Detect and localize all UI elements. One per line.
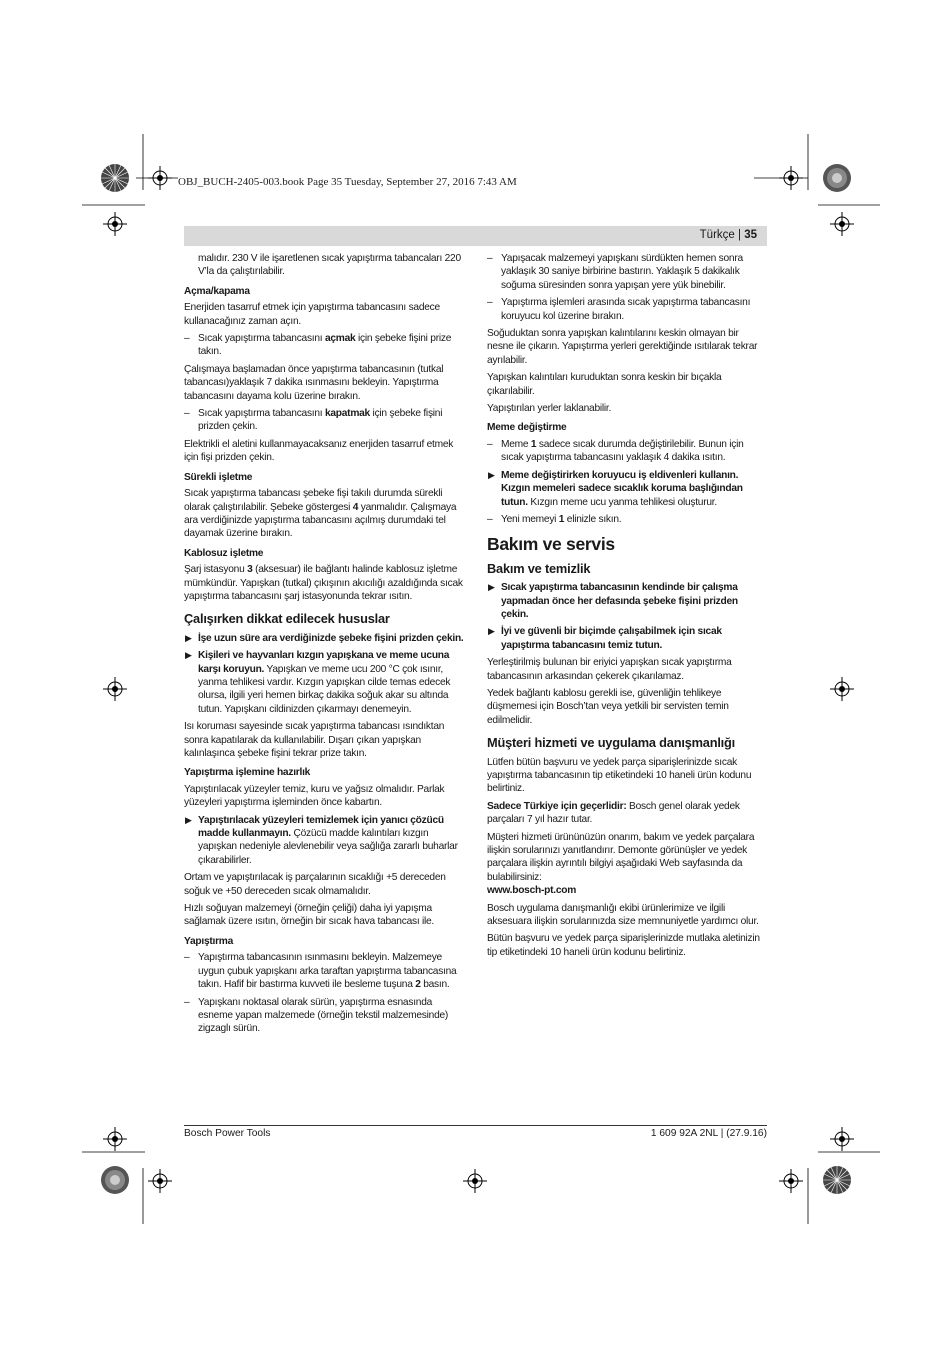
paragraph: Yapışkan kalıntıları kuruduktan sonra keskin bir bıçakla çıkarılabilir. [487, 372, 722, 397]
text: Yeni memeyi [501, 513, 559, 525]
bold-text: 1 [530, 438, 537, 450]
text: Bosch genel olarak yedek parçaları 7 yıl hazır tutar. [487, 800, 740, 826]
warning-item [487, 469, 767, 509]
text: için şebeke fişini prizden çekin. [198, 408, 443, 433]
text: Sıcak yapıştırma tabancasını [198, 408, 325, 420]
footer-brand: Bosch Power Tools [184, 1128, 271, 1139]
text: Sıcak yapıştırma tabancası şebeke fişi takılı durumda sürekli olarak çalıştırılabilir. Şebeke göstergesi [184, 488, 443, 513]
paragraph: Yerleştirilmiş bulunan bir eriyici yapışkan sıcak yapıştırma tabancasının arkasından çekerek çıkarılamaz. [487, 657, 732, 682]
chapter-heading: Bakım ve servis [487, 534, 615, 555]
paragraph: Yapıştırılan yerler laklanabilir. [487, 403, 612, 415]
registration-mark-icon [103, 1127, 127, 1151]
registration-mark-icon [779, 166, 803, 190]
page-header-label [700, 229, 757, 241]
bold-text: kapatmak [324, 408, 370, 420]
registration-mark-icon [103, 677, 127, 701]
list-item: – Yapıştırma işlemleri arasında sıcak yapıştırma tabancasını koruyucu kol üzerine bırakın. [487, 296, 767, 323]
warning-bullet-icon: ▶ [488, 469, 495, 480]
warning-bullet-icon: ▶ [185, 814, 192, 825]
paragraph [184, 487, 464, 541]
paragraph: Enerjiden tasarruf etmek için yapıştırma tabancasını sadece kullanacağınız zaman açın. [184, 302, 440, 327]
bold-text: Yapıştırılacak yüzeyleri temizlemek için yanıcı çözücü madde kullanmayın. [198, 814, 444, 840]
paragraph: Hızlı soğuyan malzemeyi (örneğin çeliği) daha iyi yapışma sağlamak üzere ısıtın, örneğin bir sıcak hava tabancası ile. [184, 903, 435, 928]
paragraph: Yedek bağlantı kablosu gerekli ise, güvenliğin tehlikeye düşmemesi için Bosch’tan veya yetkili bir servisten temin edilmelidir. [487, 687, 729, 726]
registration-mark-icon [148, 166, 172, 190]
text: sadece sıcak durumda değiştirilebilir. Bunun için sıcak yapıştırma tabancasını yaklaşık 4 dakika ısıtın. [501, 438, 744, 464]
list-item: – Yapışacak malzemeyi yapışkanı sürdükten hemen sonra yaklaşık 30 saniye birbirine bastırın. Yaklaşık 5 dakikalık soğuma süresinden sonra yapışan yere yük binebilir. [487, 252, 767, 292]
registration-mark-icon [148, 1169, 172, 1193]
registration-mark-icon [463, 1169, 487, 1193]
paragraph: Bütün başvuru ve yedek parça siparişlerinizde mutlaka aletinizin tip etiketindeki 10 haneli ürün kodunu belirtiniz. [487, 933, 760, 958]
section-heading: Bakım ve temizlik [487, 560, 591, 576]
color-wheel-icon [822, 1165, 852, 1195]
text: yanmalıdır. Çalışmaya ara verdiğinizde yapıştırma tabancasını açılmış durumdaki tel dayamak üzerine bırakın. [184, 501, 457, 540]
text: için şebeke fişini prize takın. [198, 333, 452, 358]
warning-bullet-icon: ▶ [488, 582, 495, 593]
list-item: – Yapışkanı noktasal olarak sürün, yapıştırma esnasında esneme yapan malzemede (örneğin tekstil malzemesinde) zigzaglı sürün. [184, 996, 464, 1036]
registration-mark-icon [830, 212, 854, 236]
text: Kızgın meme ucu yanma tehlikesi oluşturur. [527, 496, 717, 508]
text: basın. [420, 979, 450, 991]
paragraph [487, 800, 767, 827]
warning-bullet-icon: ▶ [488, 626, 495, 637]
warning-item [487, 625, 767, 652]
list-item [184, 332, 464, 359]
bold-text: açmak [324, 333, 356, 345]
bold-text: Meme değiştirirken koruyucu iş eldivenleri kullanın. Kızgın memeleri sadece sıcaklık koruma başlığından tutun. [501, 469, 743, 508]
section-heading: Çalışırken dikkat edilecek hususlar [184, 611, 390, 627]
text: Yapışkan ve meme ucu 200 °C çok ısınır, yanma tehlikesi vardır. Kızgın yapışkan cilde temas edecek olursa, ilgili yeri hemen birkaç dakika soğuk akar su altında tutun. Yapışkanı cildinizden çıkarmayı denemeyin. [198, 663, 451, 715]
color-wheel-icon [100, 1165, 130, 1195]
right-column [487, 252, 767, 963]
text: (aksesuar) ile bağlantı halinde kablosuz işletme mümkündür. Yapışkan (tutkal) çıkışının akıcılığı azaldığında sıcak yapıştırma tabancasını şarj istasyonunda tekrar ısıtın. [184, 564, 463, 602]
footer-doc-number: 1 609 92A 2NL | (27.9.16) [650, 1128, 767, 1139]
warning-item [184, 649, 464, 716]
bold-text: 3 [247, 564, 253, 576]
section-heading: Yapıştırma işlemine hazırlık [184, 767, 311, 779]
paragraph: Soğuduktan sonra yapışkan kalıntılarını keskin olmayan bir nesne ile çıkarın. Yapıştırma yerleri gerektiğinde ısıtılarak tekrar ayrılabilir. [487, 328, 758, 366]
color-wheel-icon [822, 163, 852, 193]
header-language: Türkçe [699, 229, 735, 241]
section-heading: Müşteri hizmeti ve uygulama danışmanlığı [487, 735, 736, 751]
bold-text: İşe uzun süre ara verdiğinizde şebeke fişini prizden çekin. [198, 632, 464, 644]
warning-item [487, 581, 767, 621]
warning-item [184, 814, 464, 868]
bold-text: İyi ve güvenli bir biçimde çalışabilmek için sıcak yapıştırma tabancasını temiz tutun. [501, 626, 722, 651]
paragraph: Isı koruması sayesinde sıcak yapıştırma tabancası ısındıktan sonra kapatılarak da kullanılabilir. Dışarı çıkan yapışkan kalınlaşınca şebeke fişini tekrar prize takın. [184, 721, 445, 759]
section-heading: Yapıştırma [184, 935, 234, 947]
bold-text: Sadece Türkiye için geçerlidir: [487, 800, 627, 812]
text: elinizle sıkın. [564, 513, 622, 525]
page-number: 35 [744, 229, 757, 241]
footer-divider [184, 1125, 767, 1126]
list-item [184, 407, 464, 434]
bold-text: Sıcak yapıştırma tabancasının kendinde bir çalışma yapmadan önce her defasında şebeke fişini prizden çekin. [501, 582, 738, 620]
warning-item [184, 632, 464, 645]
paragraph [184, 563, 464, 603]
text: Meme [501, 438, 531, 450]
color-wheel-icon [100, 163, 130, 193]
text: Sıcak yapıştırma tabancasını [198, 333, 325, 345]
paragraph: Elektrikli el aletini kullanmayacaksanız enerjiden tasarruf etmek için fişi prizden çekin. [184, 438, 454, 464]
website-link[interactable] [487, 884, 767, 897]
paragraph: Bosch uygulama danışmanlığı ekibi ürünlerimize ve ilgili aksesuara ilişkin sorularınızda size memnuniyetle yardımcı olur. [487, 902, 759, 928]
text: Yapıştırma tabancasının ısınmasını bekleyin. Malzemeye uygun çubuk yapışkanı arka taraftan yapıştırma tabancasına takın. Hafif bir bastırma kuvveti ile besleme tuşuna [198, 952, 457, 991]
paragraph: Çalışmaya başlamadan önce yapıştırma tabancasının (tutkal tabancası)yaklaşık 7 dakika ısınmasını bekleyin. Yapıştırma tabancasını dayama kolu üzerine bırakın. [184, 363, 444, 402]
page-header [184, 226, 767, 246]
section-heading: Açma/kapama [184, 285, 250, 297]
paragraph: Ortam ve yapıştırılacak iş parçalarının sıcaklığı +5 dereceden soğuk ve +50 dereceden sıcak olmamalıdır. [184, 872, 446, 897]
left-column [184, 252, 464, 1040]
paragraph: Lütfen bütün başvuru ve yedek parça siparişlerinizde sıcak yapıştırma tabancasının tip etiketindeki 10 haneli ürün kodunu belirtiniz. [487, 756, 752, 795]
list-item [184, 951, 464, 991]
warning-bullet-icon: ▶ [185, 632, 192, 643]
link-text[interactable]: www.bosch-pt.com [487, 885, 577, 897]
registration-mark-icon [103, 212, 127, 236]
bold-text: 1 [558, 513, 565, 525]
header-separator: | [734, 229, 745, 241]
registration-mark-icon [830, 677, 854, 701]
registration-mark-icon [830, 1127, 854, 1151]
paragraph: malıdır. 230 V ile işaretlenen sıcak yapıştırma tabancaları 220 V’la da çalıştırılabilir. [198, 253, 461, 278]
list-item [487, 513, 767, 526]
section-heading: Sürekli işletme [184, 471, 253, 483]
bold-text: 4 [352, 501, 359, 513]
registration-mark-icon [779, 1169, 803, 1193]
paragraph: Müşteri hizmeti ürününüzün onarım, bakım ve yedek parçalara ilişkin sorularınızı yanıtlandırır. Demonte görünüşler ve yedek parçalara ilişkin ayrıntılı bilgiyi aşağıdaki Web sayfasında da bulabilirsiniz: [487, 831, 755, 883]
print-info: OBJ_BUCH-2405-003.book Page 35 Tuesday, September 27, 2016 7:43 AM [178, 176, 517, 188]
list-item [487, 438, 767, 465]
section-heading: Meme değiştirme [487, 422, 567, 434]
text: Çözücü madde kalıntıları kızgın yapışkan nedeniyle alevlenebilir veya sağlığa zararlı buharlar çıkarabilirler. [198, 828, 458, 866]
paragraph: Yapıştırılacak yüzeyler temiz, kuru ve yağsız olmalıdır. Parlak yüzeyleri yapıştırma işleminden önce kabartın. [184, 783, 445, 809]
section-heading: Kablosuz işletme [184, 547, 264, 559]
text: Şarj istasyonu [184, 564, 248, 576]
warning-bullet-icon: ▶ [185, 650, 192, 661]
bold-text: 2 [415, 979, 421, 991]
bold-text: Kişileri ve hayvanları kızgın yapışkana ve meme ucuna karşı koruyun. [198, 650, 450, 675]
